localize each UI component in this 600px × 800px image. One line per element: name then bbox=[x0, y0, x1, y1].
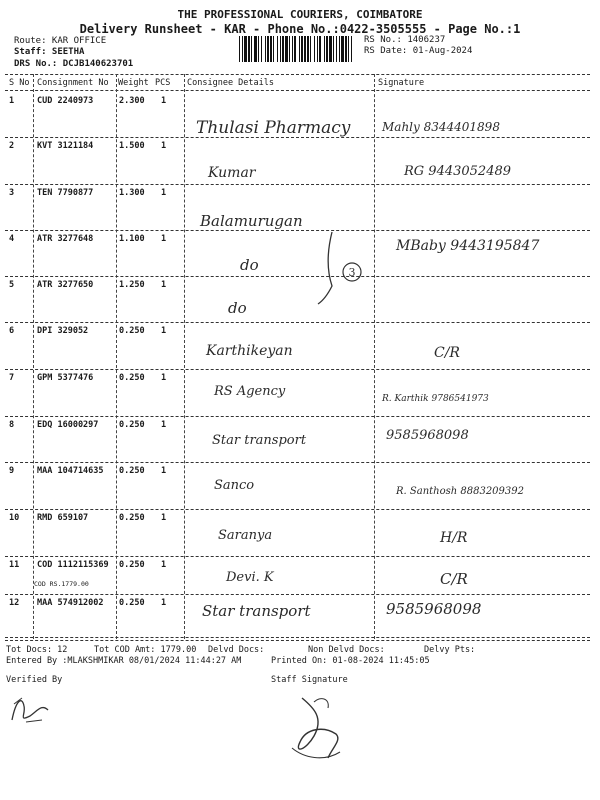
row-consignment-no: ATR 3277650 bbox=[37, 280, 94, 290]
row-pcs: 1 bbox=[161, 513, 167, 523]
row-weight: 0.250 bbox=[119, 326, 145, 336]
row-sno: 11 bbox=[9, 560, 20, 570]
row-sno: 8 bbox=[9, 420, 15, 430]
row-sno: 7 bbox=[9, 373, 15, 383]
row-sno: 10 bbox=[9, 513, 20, 523]
row-signature: Mahly 8344401898 bbox=[382, 120, 500, 134]
row-rule bbox=[5, 276, 590, 277]
row-signature: RG 9443052489 bbox=[404, 164, 512, 179]
col-divider bbox=[374, 74, 375, 639]
col-divider bbox=[116, 74, 117, 639]
row-consignee: Devi. K bbox=[226, 570, 274, 585]
svg-text:3: 3 bbox=[348, 266, 356, 279]
row-rule bbox=[5, 369, 590, 370]
row-consignee: Kumar bbox=[208, 165, 256, 181]
row-consignee: Balamurugan bbox=[200, 212, 303, 230]
row-weight: 0.250 bbox=[119, 466, 145, 476]
row-consignee: Sanco bbox=[214, 478, 255, 493]
row-signature: 9585968098 bbox=[386, 428, 469, 443]
table-header-rule bbox=[5, 90, 590, 91]
row-pcs: 1 bbox=[161, 188, 167, 198]
row-weight: 0.250 bbox=[119, 598, 145, 608]
row-consignee: do bbox=[228, 299, 247, 317]
row-rule bbox=[5, 416, 590, 417]
total-cod: Tot COD Amt: 1779.00 bbox=[94, 645, 197, 655]
row-consignment-no: MAA 104714635 bbox=[37, 466, 104, 476]
drs-number: DRS No.: DCJB140623701 bbox=[14, 59, 134, 69]
row-weight: 1.500 bbox=[119, 141, 145, 151]
row-rule bbox=[5, 509, 590, 510]
row-sno: 6 bbox=[9, 326, 15, 336]
row-sno: 5 bbox=[9, 280, 15, 290]
row-weight: 1.300 bbox=[119, 188, 145, 198]
row-weight: 2.300 bbox=[119, 96, 145, 106]
column-header: S No bbox=[9, 78, 30, 88]
row-signature: C/R bbox=[434, 345, 460, 361]
row-pcs: 1 bbox=[161, 280, 167, 290]
row-rule bbox=[5, 462, 590, 463]
row-pcs: 1 bbox=[161, 420, 167, 430]
bracket-mark bbox=[310, 228, 370, 308]
row-consignment-no: RMD 659107 bbox=[37, 513, 89, 523]
row-pcs: 1 bbox=[161, 234, 167, 244]
row-rule bbox=[5, 230, 590, 231]
table-top-rule bbox=[5, 74, 590, 75]
footer-rule bbox=[5, 640, 590, 641]
row-signature: R. Santhosh 8883209392 bbox=[396, 486, 524, 497]
row-sno: 3 bbox=[9, 188, 15, 198]
delivered-docs: Delvd Docs: bbox=[208, 645, 265, 655]
route-label: Route: KAR OFFICE bbox=[14, 36, 107, 46]
row-rule bbox=[5, 556, 590, 557]
row-signature: 9585968098 bbox=[386, 600, 482, 618]
column-header: Consignee Details bbox=[187, 78, 274, 88]
printed-on: Printed On: 01-08-2024 11:45:05 bbox=[271, 656, 430, 666]
row-consignment-no: COD 1112115369 bbox=[37, 560, 109, 570]
row-consignee: do bbox=[240, 256, 259, 274]
verified-signature bbox=[8, 692, 54, 726]
row-weight: 0.250 bbox=[119, 513, 145, 523]
row-pcs: 1 bbox=[161, 560, 167, 570]
row-sno: 4 bbox=[9, 234, 15, 244]
staff-signature-label: Staff Signature bbox=[271, 675, 348, 685]
row-sno: 12 bbox=[9, 598, 20, 608]
row-weight: 0.250 bbox=[119, 560, 145, 570]
entered-by: Entered By :MLAKSHMIKAR 08/01/2024 11:44:27 AM bbox=[6, 656, 242, 666]
verified-by-label: Verified By bbox=[6, 675, 63, 685]
row-consignment-no: EDQ 16000297 bbox=[37, 420, 99, 430]
row-pcs: 1 bbox=[161, 326, 167, 336]
row-rule bbox=[5, 137, 590, 138]
row-weight: 1.100 bbox=[119, 234, 145, 244]
row-consignee: Star transport bbox=[202, 602, 311, 620]
row-consignee: RS Agency bbox=[214, 384, 286, 399]
row-pcs: 1 bbox=[161, 598, 167, 608]
row-pcs: 1 bbox=[161, 373, 167, 383]
row-weight: 0.250 bbox=[119, 420, 145, 430]
non-delivered-docs: Non Delvd Docs: bbox=[308, 645, 385, 655]
row-pcs: 1 bbox=[161, 141, 167, 151]
row-pcs: 1 bbox=[161, 96, 167, 106]
row-consignment-no: MAA 574912002 bbox=[37, 598, 104, 608]
staff-label: Staff: SEETHA bbox=[14, 47, 85, 57]
row-sno: 1 bbox=[9, 96, 15, 106]
row-consignee: Karthikeyan bbox=[206, 343, 293, 359]
row-rule bbox=[5, 637, 590, 638]
row-rule bbox=[5, 322, 590, 323]
row-rule bbox=[5, 594, 590, 595]
column-header: Weight bbox=[118, 78, 149, 88]
company-title: THE PROFESSIONAL COURIERS, COIMBATORE bbox=[177, 8, 423, 21]
row-cod-note: COD RS.1779.00 bbox=[34, 580, 89, 588]
column-header: PCS bbox=[155, 78, 171, 88]
staff-signature bbox=[284, 688, 354, 768]
column-header: Consignment No bbox=[37, 78, 109, 88]
row-consignment-no: CUD 2240973 bbox=[37, 96, 94, 106]
row-sno: 2 bbox=[9, 141, 15, 151]
row-consignment-no: DPI 329052 bbox=[37, 326, 89, 336]
row-consignment-no: TEN 7790877 bbox=[37, 188, 94, 198]
row-signature: C/R bbox=[440, 570, 468, 588]
row-consignment-no: KVT 3121184 bbox=[37, 141, 94, 151]
row-rule bbox=[5, 184, 590, 185]
barcode bbox=[238, 36, 356, 62]
row-signature: MBaby 9443195847 bbox=[396, 238, 540, 254]
row-consignee: Thulasi Pharmacy bbox=[196, 118, 351, 138]
row-signature: R. Karthik 9786541973 bbox=[382, 394, 489, 404]
row-sno: 9 bbox=[9, 466, 15, 476]
row-consignee: Star transport bbox=[212, 433, 307, 448]
row-consignee: Saranya bbox=[218, 528, 273, 543]
column-header: Signature bbox=[378, 78, 425, 88]
row-consignment-no: GPM 5377476 bbox=[37, 373, 94, 383]
col-divider bbox=[33, 74, 34, 639]
rs-date: RS Date: 01-Aug-2024 bbox=[364, 46, 473, 56]
row-weight: 0.250 bbox=[119, 373, 145, 383]
col-divider bbox=[184, 74, 185, 639]
total-docs: Tot Docs: 12 bbox=[6, 645, 68, 655]
row-weight: 1.250 bbox=[119, 280, 145, 290]
row-consignment-no: ATR 3277648 bbox=[37, 234, 94, 244]
runsheet-title: Delivery Runsheet - KAR - Phone No.:0422-3505555 - Page No.:1 bbox=[79, 22, 521, 36]
row-pcs: 1 bbox=[161, 466, 167, 476]
row-signature: H/R bbox=[440, 530, 468, 546]
delivery-points: Delvy Pts: bbox=[424, 645, 476, 655]
rs-number: RS No.: 1406237 bbox=[364, 35, 446, 45]
